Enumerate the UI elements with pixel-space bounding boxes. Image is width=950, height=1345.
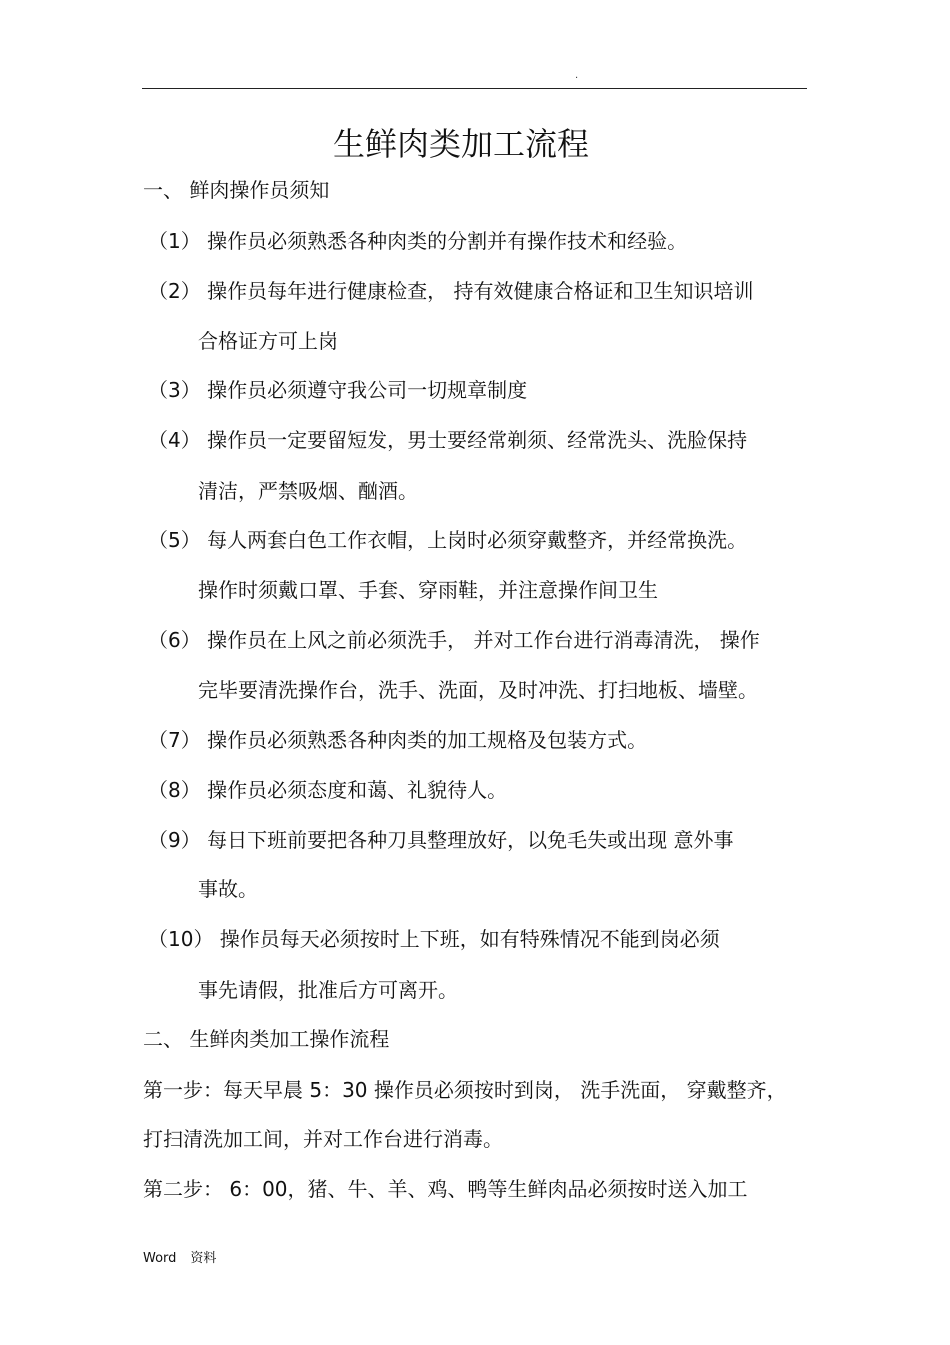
list-item-8: （8） 操作员必须态度和蔼、礼貌待人。 — [148, 778, 508, 802]
section-heading-2: 二、 生鲜肉类加工操作流程 — [143, 1027, 390, 1051]
list-item-2: （2） 操作员每年进行健康检查， 持有效健康合格证和卫生知识培训 — [148, 279, 754, 303]
list-item-5-continued: 操作时须戴口罩、手套、穿雨鞋，并注意操作间卫生 — [198, 578, 658, 602]
list-item-4-continued: 清洁，严禁吸烟、酗酒。 — [198, 479, 418, 503]
list-item-1: （1） 操作员必须熟悉各种肉类的分割并有操作技术和经验。 — [148, 229, 688, 253]
list-item-7: （7） 操作员必须熟悉各种肉类的加工规格及包装方式。 — [148, 728, 648, 752]
step-1-continued: 打扫清洗加工间，并对工作台进行消毒。 — [143, 1127, 503, 1151]
step-2: 第二步： 6：00，猪、牛、羊、鸡、鸭等生鲜肉品必须按时送入加工 — [143, 1177, 748, 1201]
list-item-6: （6） 操作员在上风之前必须洗手， 并对工作台进行消毒清洗， 操作 — [148, 628, 760, 652]
page-footer — [143, 1250, 216, 1268]
footer-resource-label: 资料 — [190, 1251, 217, 1266]
list-item-3: （3） 操作员必须遵守我公司一切规章制度 — [148, 378, 528, 402]
list-item-4: （4） 操作员一定要留短发，男士要经常剃须、经常洗头、洗脸保持 — [148, 428, 748, 452]
header-mark: . — [575, 70, 579, 81]
list-item-6-continued: 完毕要清洗操作台，洗手、洗面，及时冲洗、打扫地板、墙壁。 — [198, 678, 758, 702]
header-rule — [142, 88, 807, 89]
list-item-5: （5） 每人两套白色工作衣帽，上岗时必须穿戴整齐，并经常换洗。 — [148, 528, 748, 552]
list-item-2-continued: 合格证方可上岗 — [198, 329, 338, 353]
document-title: 生鲜肉类加工流程 — [332, 125, 589, 163]
list-item-9-continued: 事故。 — [198, 877, 258, 901]
list-item-9: （9） 每日下班前要把各种刀具整理放好，以免毛失或出现 意外事 — [148, 828, 734, 852]
list-item-10: （10） 操作员每天必须按时上下班，如有特殊情况不能到岗必须 — [148, 927, 720, 951]
list-item-10-continued: 事先请假，批准后方可离开。 — [198, 978, 458, 1002]
footer-word-label: Word — [143, 1251, 177, 1266]
step-1: 第一步：每天早晨 5：30 操作员必须按时到岗， 洗手洗面， 穿戴整齐， — [143, 1078, 787, 1102]
section-heading-1: 一、 鲜肉操作员须知 — [143, 178, 330, 202]
